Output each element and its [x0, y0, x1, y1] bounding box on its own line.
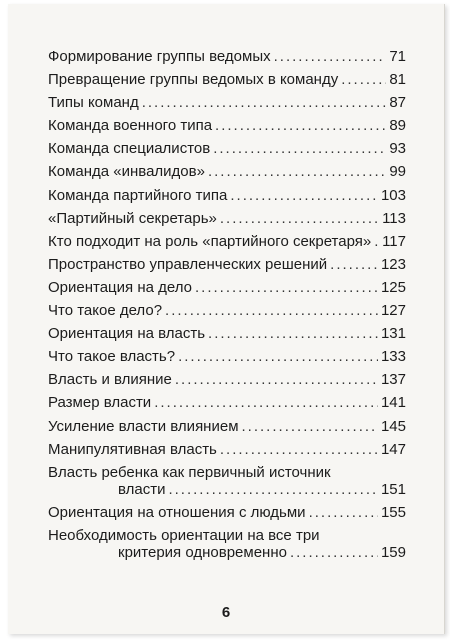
toc-entry	[48, 504, 406, 521]
toc-entry-page: 141	[380, 394, 406, 412]
toc-entry	[48, 418, 406, 435]
toc-entry-title: Размер власти	[48, 394, 152, 412]
toc-entry-page: 147	[380, 440, 406, 458]
leader-dots	[220, 441, 378, 458]
toc-entry	[48, 464, 406, 498]
toc-entry-page: 87	[389, 94, 406, 112]
toc-entry-title: Превращение группы ведомых в команду	[48, 71, 339, 89]
toc-entry	[48, 325, 406, 342]
toc-entry	[48, 117, 406, 134]
leader-dots	[341, 71, 386, 88]
toc-entry-title: Что такое дело?	[48, 302, 163, 320]
toc-entry	[48, 233, 406, 250]
toc-entry-title: Ориентация на власть	[48, 325, 206, 343]
leader-dots	[195, 279, 378, 296]
toc-entry-title: Власть ребенка как первичный источник	[48, 463, 331, 481]
toc-entry-page: 123	[380, 255, 406, 273]
toc-entry-title-continued: власти	[118, 480, 166, 498]
leader-dots	[309, 504, 378, 521]
leader-dots	[220, 210, 379, 227]
toc-entry-page: 151	[380, 480, 406, 498]
leader-dots	[208, 163, 386, 180]
toc-entry	[48, 187, 406, 204]
toc-entry	[48, 163, 406, 180]
toc-entry-title: Ориентация на отношения с людьми	[48, 503, 306, 521]
leader-dots	[290, 544, 378, 561]
toc-entry-page: 99	[389, 163, 406, 181]
toc-entry-title: Необходимость ориентации на все три	[48, 526, 320, 544]
toc-entry	[48, 441, 406, 458]
toc-entry	[48, 256, 406, 273]
leader-dots	[154, 394, 378, 411]
leader-dots	[374, 233, 379, 250]
toc-entry-title: Пространство управленческих решений	[48, 255, 328, 273]
page-number: 6	[221, 604, 231, 621]
toc-entry-page: 113	[382, 209, 406, 227]
toc-entry-title: Команда «инвалидов»	[48, 163, 205, 181]
leader-dots	[215, 117, 386, 134]
toc-entry-title: Команда военного типа	[48, 117, 213, 135]
leader-dots	[274, 48, 387, 65]
toc-entry-title: «Партийный секретарь»	[48, 209, 217, 227]
toc-entry-title: Манипулятивная власть	[48, 440, 217, 458]
toc-entry-page: 89	[389, 117, 406, 135]
toc-entry	[48, 394, 406, 411]
toc-entry-title: Власть и влияние	[48, 371, 172, 389]
toc-entry-page: 125	[380, 278, 406, 296]
toc-entry-page: 71	[389, 48, 406, 65]
toc-entry-page: 93	[389, 140, 406, 158]
toc-entry-page: 103	[380, 186, 406, 204]
toc-entry-page: 145	[380, 417, 406, 435]
toc-entry-title-continued: критерия одновременно	[118, 543, 287, 561]
toc-entry-title: Типы команд	[48, 94, 139, 112]
toc-entry	[48, 371, 406, 388]
toc-entry-title: Команда специалистов	[48, 140, 211, 158]
toc-entry	[48, 527, 406, 561]
leader-dots	[178, 348, 378, 365]
leader-dots	[213, 140, 386, 157]
toc-entry-page: 81	[389, 71, 406, 89]
leader-dots	[242, 418, 378, 435]
leader-dots	[230, 187, 378, 204]
leader-dots	[330, 256, 378, 273]
toc-entry	[48, 348, 406, 365]
toc-entry	[48, 94, 406, 111]
toc-entry	[48, 48, 406, 65]
toc-entry	[48, 71, 406, 88]
leader-dots	[142, 94, 387, 111]
toc-entry-title: Ориентация на дело	[48, 278, 192, 296]
toc-entry-title: Что такое власть?	[48, 348, 176, 366]
leader-dots	[208, 325, 378, 342]
toc-entry-title: Команда партийного типа	[48, 186, 228, 204]
toc-entry-title: Кто подходит на роль «партийного секретаря»	[48, 232, 372, 250]
toc-entry-page: 127	[380, 302, 406, 320]
toc-entry	[48, 210, 406, 227]
leader-dots	[168, 481, 378, 498]
toc-entry-title: Усиление власти влиянием	[48, 417, 239, 435]
toc-entry	[48, 140, 406, 157]
toc-entry-page: 133	[380, 348, 406, 366]
toc-entry-page: 159	[380, 543, 406, 561]
book-page	[8, 4, 445, 634]
leader-dots	[175, 371, 378, 388]
toc-entry-title: Формирование группы ведомых	[48, 48, 271, 65]
toc-entry-page: 131	[380, 325, 406, 343]
toc-entry-page: 137	[380, 371, 406, 389]
toc-entry	[48, 302, 406, 319]
toc-entry	[48, 279, 406, 296]
toc-entry-page: 117	[382, 232, 406, 250]
toc-entry-page: 155	[380, 503, 406, 521]
table-of-contents	[48, 48, 406, 567]
leader-dots	[165, 302, 378, 319]
